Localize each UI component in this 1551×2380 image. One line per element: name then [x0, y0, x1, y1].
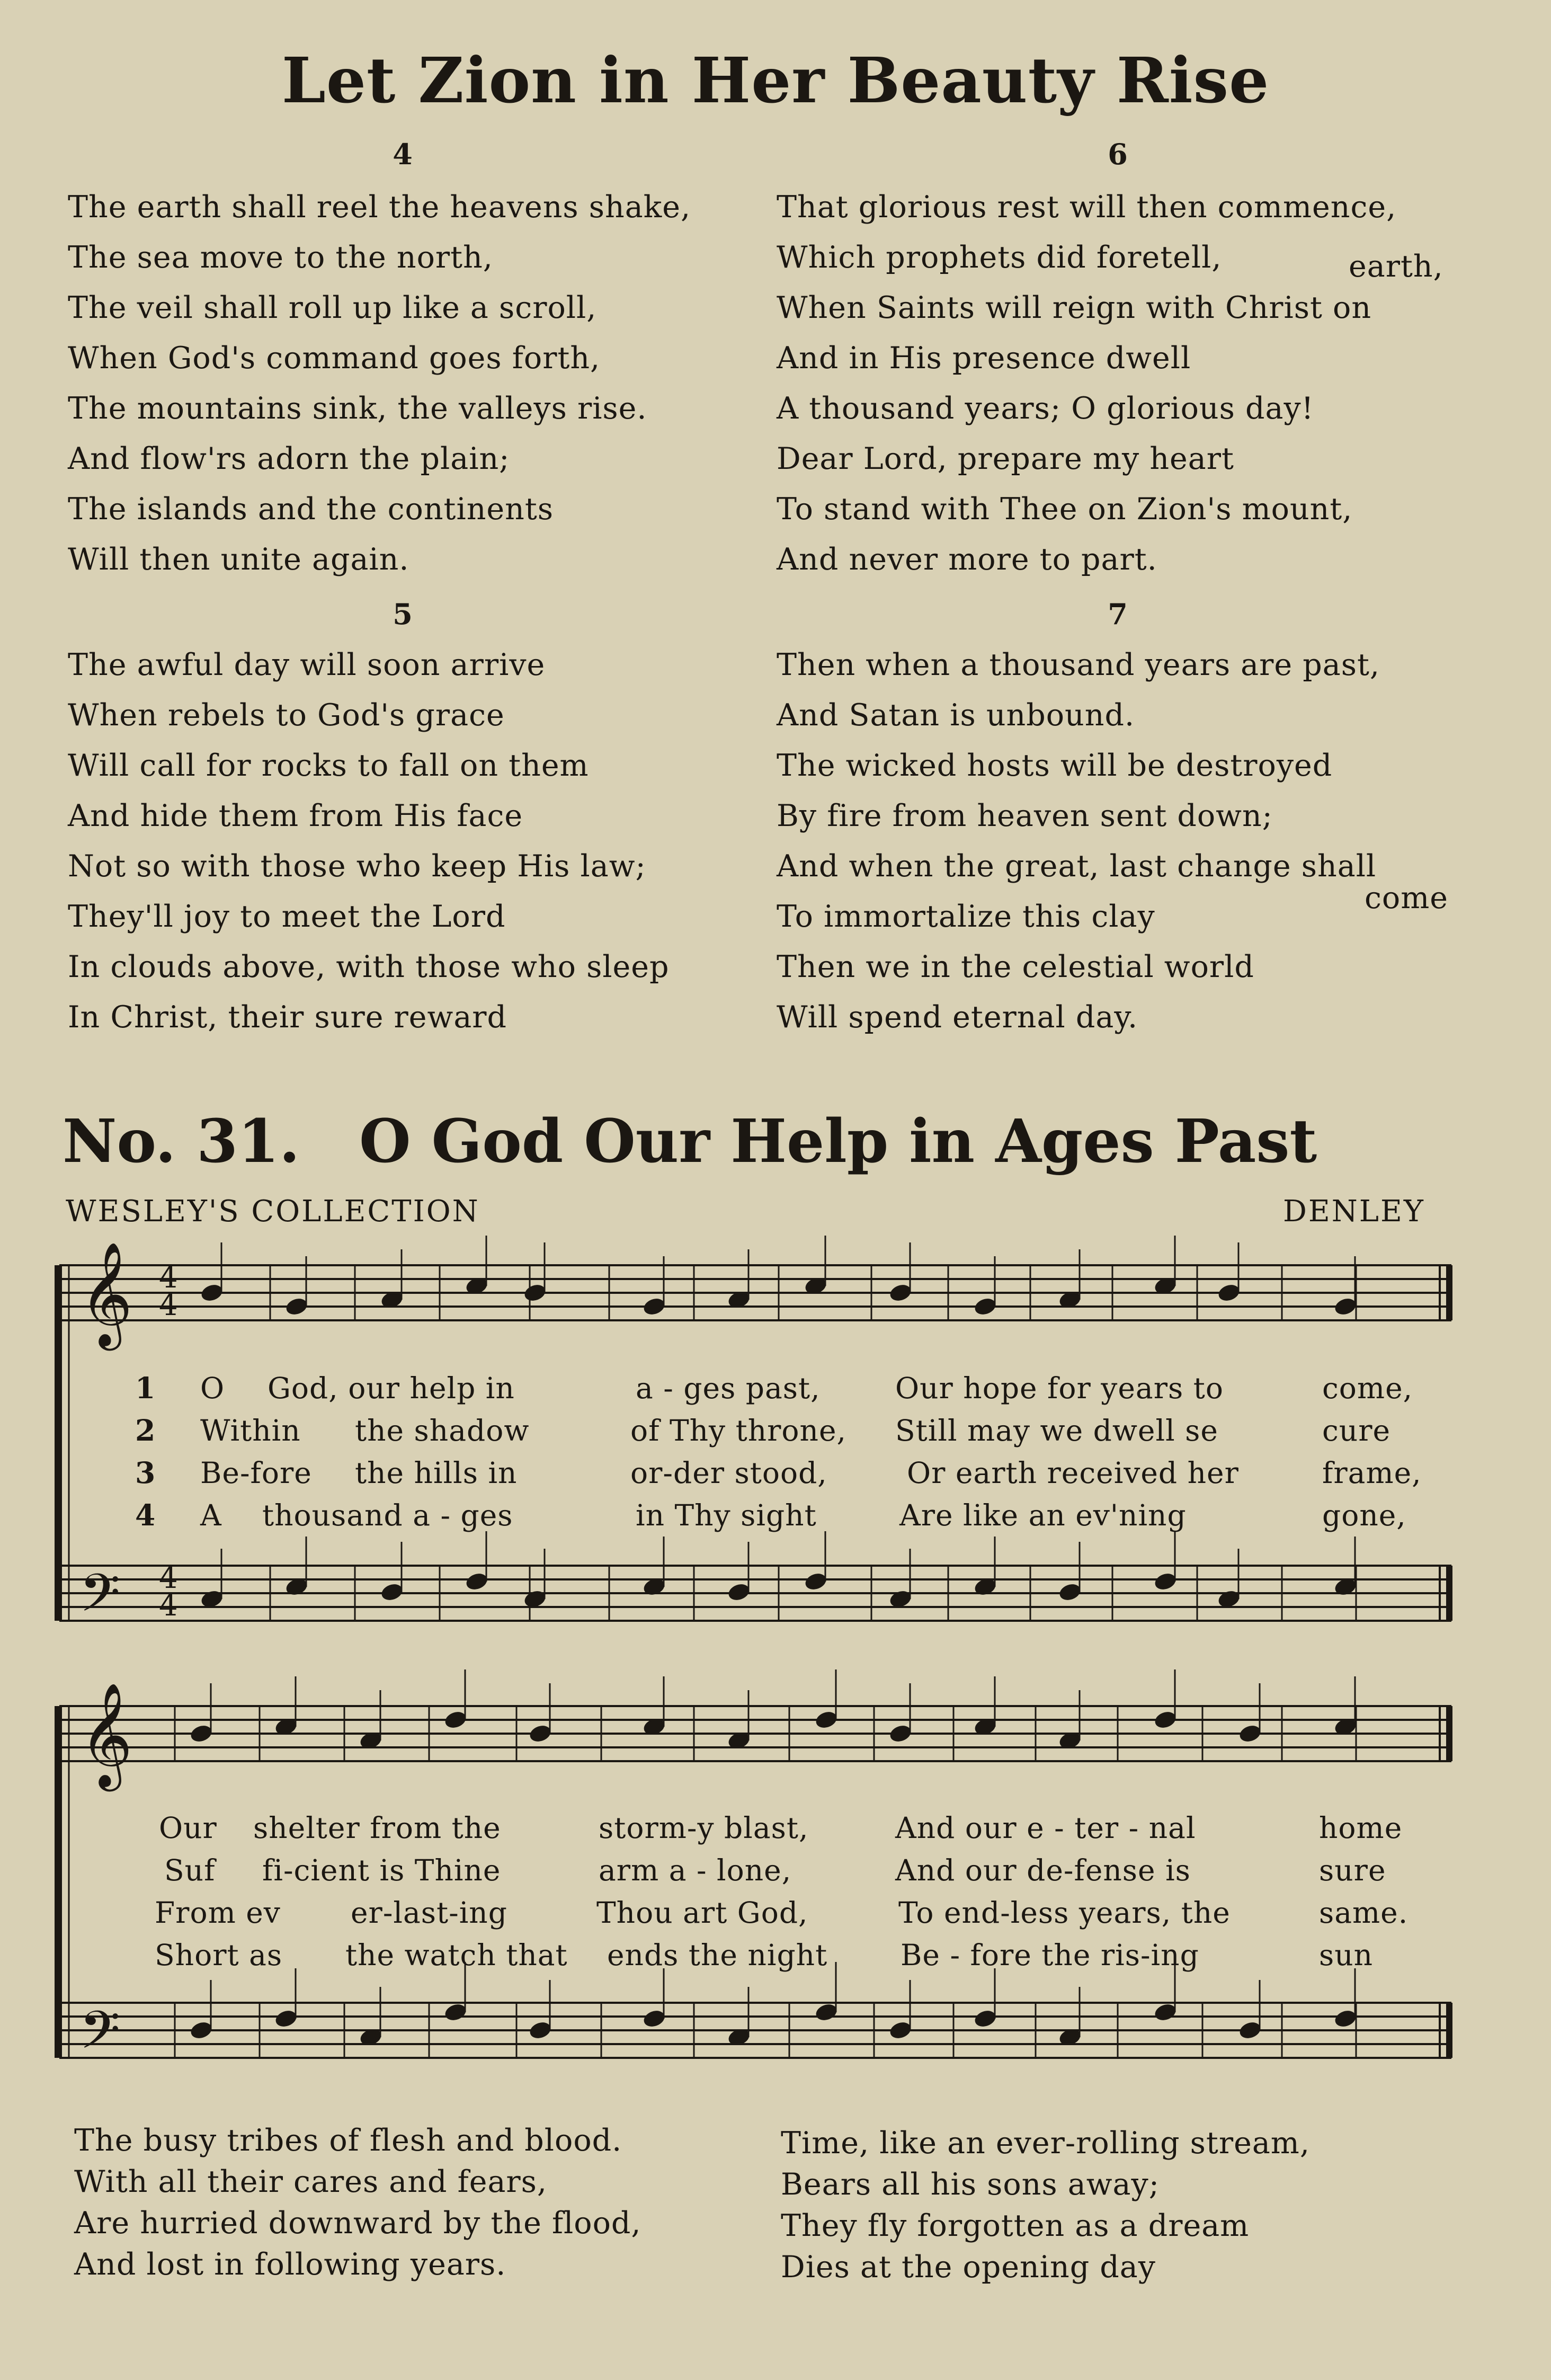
verse-line: The veil shall roll up like a scroll,: [68, 290, 597, 325]
verse-carry-over: come: [1365, 881, 1449, 916]
lyric: the hills in: [355, 1456, 518, 1490]
lyric: arm a - lone,: [599, 1853, 792, 1887]
verse-number: 6: [1108, 137, 1128, 171]
lyric: Are like an ev'ning: [899, 1498, 1187, 1532]
lyric: gone,: [1322, 1498, 1406, 1532]
lyric: Our: [159, 1811, 217, 1845]
verse-line: The islands and the continents: [68, 492, 554, 527]
verse-line: To stand with Thee on Zion's mount,: [777, 492, 1353, 527]
verse-line: The busy tribes of flesh and blood.: [74, 2123, 622, 2158]
lyric: ends the night: [607, 1938, 828, 1972]
treble-clef-icon: 𝄞: [79, 1682, 133, 1787]
lyric: shelter from the: [253, 1811, 501, 1845]
lyric: Short as: [155, 1938, 283, 1972]
lyric: cure: [1322, 1414, 1391, 1447]
verse-line: To immortalize this clay: [777, 899, 1155, 934]
lyric: a - ges past,: [636, 1371, 821, 1405]
lyric: O: [200, 1371, 225, 1405]
verse-line: The wicked hosts will be destroyed: [777, 748, 1333, 783]
stanza-number: 2: [135, 1413, 156, 1447]
stanza-number: 3: [135, 1455, 156, 1490]
lyric: frame,: [1322, 1456, 1422, 1490]
verse-line: Dear Lord, prepare my heart: [777, 441, 1234, 476]
lyric: And our de-fense is: [895, 1853, 1191, 1887]
verse-line: Dies at the opening day: [781, 2250, 1156, 2285]
verse-line: The sea move to the north,: [68, 240, 493, 275]
verse-line: The awful day will soon arrive: [68, 647, 546, 682]
tune-name: DENLEY: [1283, 1194, 1425, 1229]
verse-line: The earth shall reel the heavens shake,: [68, 190, 691, 225]
verse-line: Bears all his sons away;: [781, 2167, 1160, 2202]
verse-line: Then when a thousand years are past,: [777, 647, 1380, 682]
hymn-number: No. 31.: [63, 1107, 300, 1176]
time-signature: 4: [159, 1260, 178, 1295]
verse-line: A thousand years; O glorious day!: [777, 391, 1314, 426]
lyric: And our e - ter - nal: [895, 1811, 1196, 1845]
verse-line: And in His presence dwell: [777, 341, 1191, 376]
stanza-number: 1: [135, 1371, 156, 1405]
lyric: fi-cient is Thine: [262, 1853, 501, 1887]
verse-line: In clouds above, with those who sleep: [68, 949, 670, 984]
verse-line: And hide them from His face: [68, 798, 523, 833]
verse-number: 4: [393, 137, 413, 171]
stanza-number: 4: [135, 1498, 156, 1532]
lyric: Be-fore: [200, 1456, 312, 1490]
lyric: sun: [1319, 1938, 1374, 1972]
lyric: Be - fore the ris-ing: [901, 1938, 1199, 1972]
lyric: Still may we dwell se: [895, 1414, 1218, 1447]
lyric: Within: [200, 1414, 301, 1447]
verse-line: They fly forgotten as a dream: [781, 2208, 1250, 2243]
lyric: Thou art God,: [596, 1896, 808, 1930]
lyric: God, our help in: [268, 1371, 515, 1405]
lyric: Suf: [164, 1853, 216, 1887]
verse-line: And Satan is unbound.: [777, 698, 1135, 733]
lyric: From ev: [155, 1896, 281, 1930]
time-signature: 4: [159, 1561, 178, 1595]
verse-line: In Christ, their sure reward: [68, 1000, 507, 1035]
verse-line: That glorious rest will then commence,: [777, 190, 1397, 225]
time-signature: 4: [159, 1588, 178, 1623]
verse-line: Are hurried downward by the flood,: [74, 2206, 641, 2241]
lyric: the shadow: [355, 1414, 530, 1447]
lyric: thousand a - ges: [262, 1498, 513, 1532]
lyric: in Thy sight: [636, 1498, 817, 1532]
lyric: Or earth received her: [907, 1456, 1239, 1490]
verse-line: Which prophets did foretell,: [777, 240, 1222, 275]
verse-number: 5: [393, 597, 413, 631]
lyric: Our hope for years to: [895, 1371, 1224, 1405]
verse-line: Not so with those who keep His law;: [68, 849, 646, 884]
lyric: storm-y blast,: [599, 1811, 809, 1845]
lyric: same.: [1319, 1896, 1409, 1930]
lyric: home: [1319, 1811, 1403, 1845]
verse-line: When Saints will reign with Christ on: [777, 290, 1372, 325]
verse-line: When rebels to God's grace: [68, 698, 505, 733]
lyric: of Thy throne,: [630, 1414, 846, 1447]
verse-line: And never more to part.: [777, 542, 1157, 577]
verse-line: And lost in following years.: [74, 2247, 506, 2282]
lyric: sure: [1319, 1853, 1386, 1887]
verse-line: When God's command goes forth,: [68, 341, 601, 376]
verse-line: The mountains sink, the valleys rise.: [68, 391, 647, 426]
lyric: A: [200, 1498, 222, 1532]
verse-line: Will call for rocks to fall on them: [68, 748, 589, 783]
hymn-source: WESLEY'S COLLECTION: [66, 1194, 480, 1229]
verse-line: Time, like an ever-rolling stream,: [781, 2126, 1310, 2161]
verse-line: Then we in the celestial world: [777, 949, 1254, 984]
verse-line: They'll joy to meet the Lord: [68, 899, 506, 934]
bass-clef-icon: 𝄢: [79, 2000, 121, 2074]
treble-clef-icon: 𝄞: [79, 1241, 133, 1346]
verse-line: Will spend eternal day.: [777, 1000, 1138, 1035]
verse-line: By fire from heaven sent down;: [777, 798, 1273, 833]
lyric: or-der stood,: [630, 1456, 827, 1490]
hymn-title: O God Our Help in Ages Past: [359, 1107, 1317, 1176]
lyric: To end-less years, the: [898, 1896, 1231, 1930]
lyric: the watch that: [345, 1938, 568, 1972]
hymn-title-zion: Let Zion in Her Beauty Rise: [281, 43, 1270, 117]
time-signature: 4: [159, 1288, 178, 1322]
lyric: er-last-ing: [351, 1896, 507, 1930]
verse-carry-over: earth,: [1349, 249, 1443, 284]
verse-number: 7: [1108, 597, 1128, 631]
verse-line: Will then unite again.: [68, 542, 409, 577]
bass-clef-icon: 𝄢: [79, 1563, 121, 1637]
lyric: come,: [1322, 1371, 1413, 1405]
verse-line: And flow'rs adorn the plain;: [68, 441, 510, 476]
verse-line: And when the great, last change shall: [777, 849, 1377, 884]
verse-line: With all their cares and fears,: [74, 2164, 548, 2199]
